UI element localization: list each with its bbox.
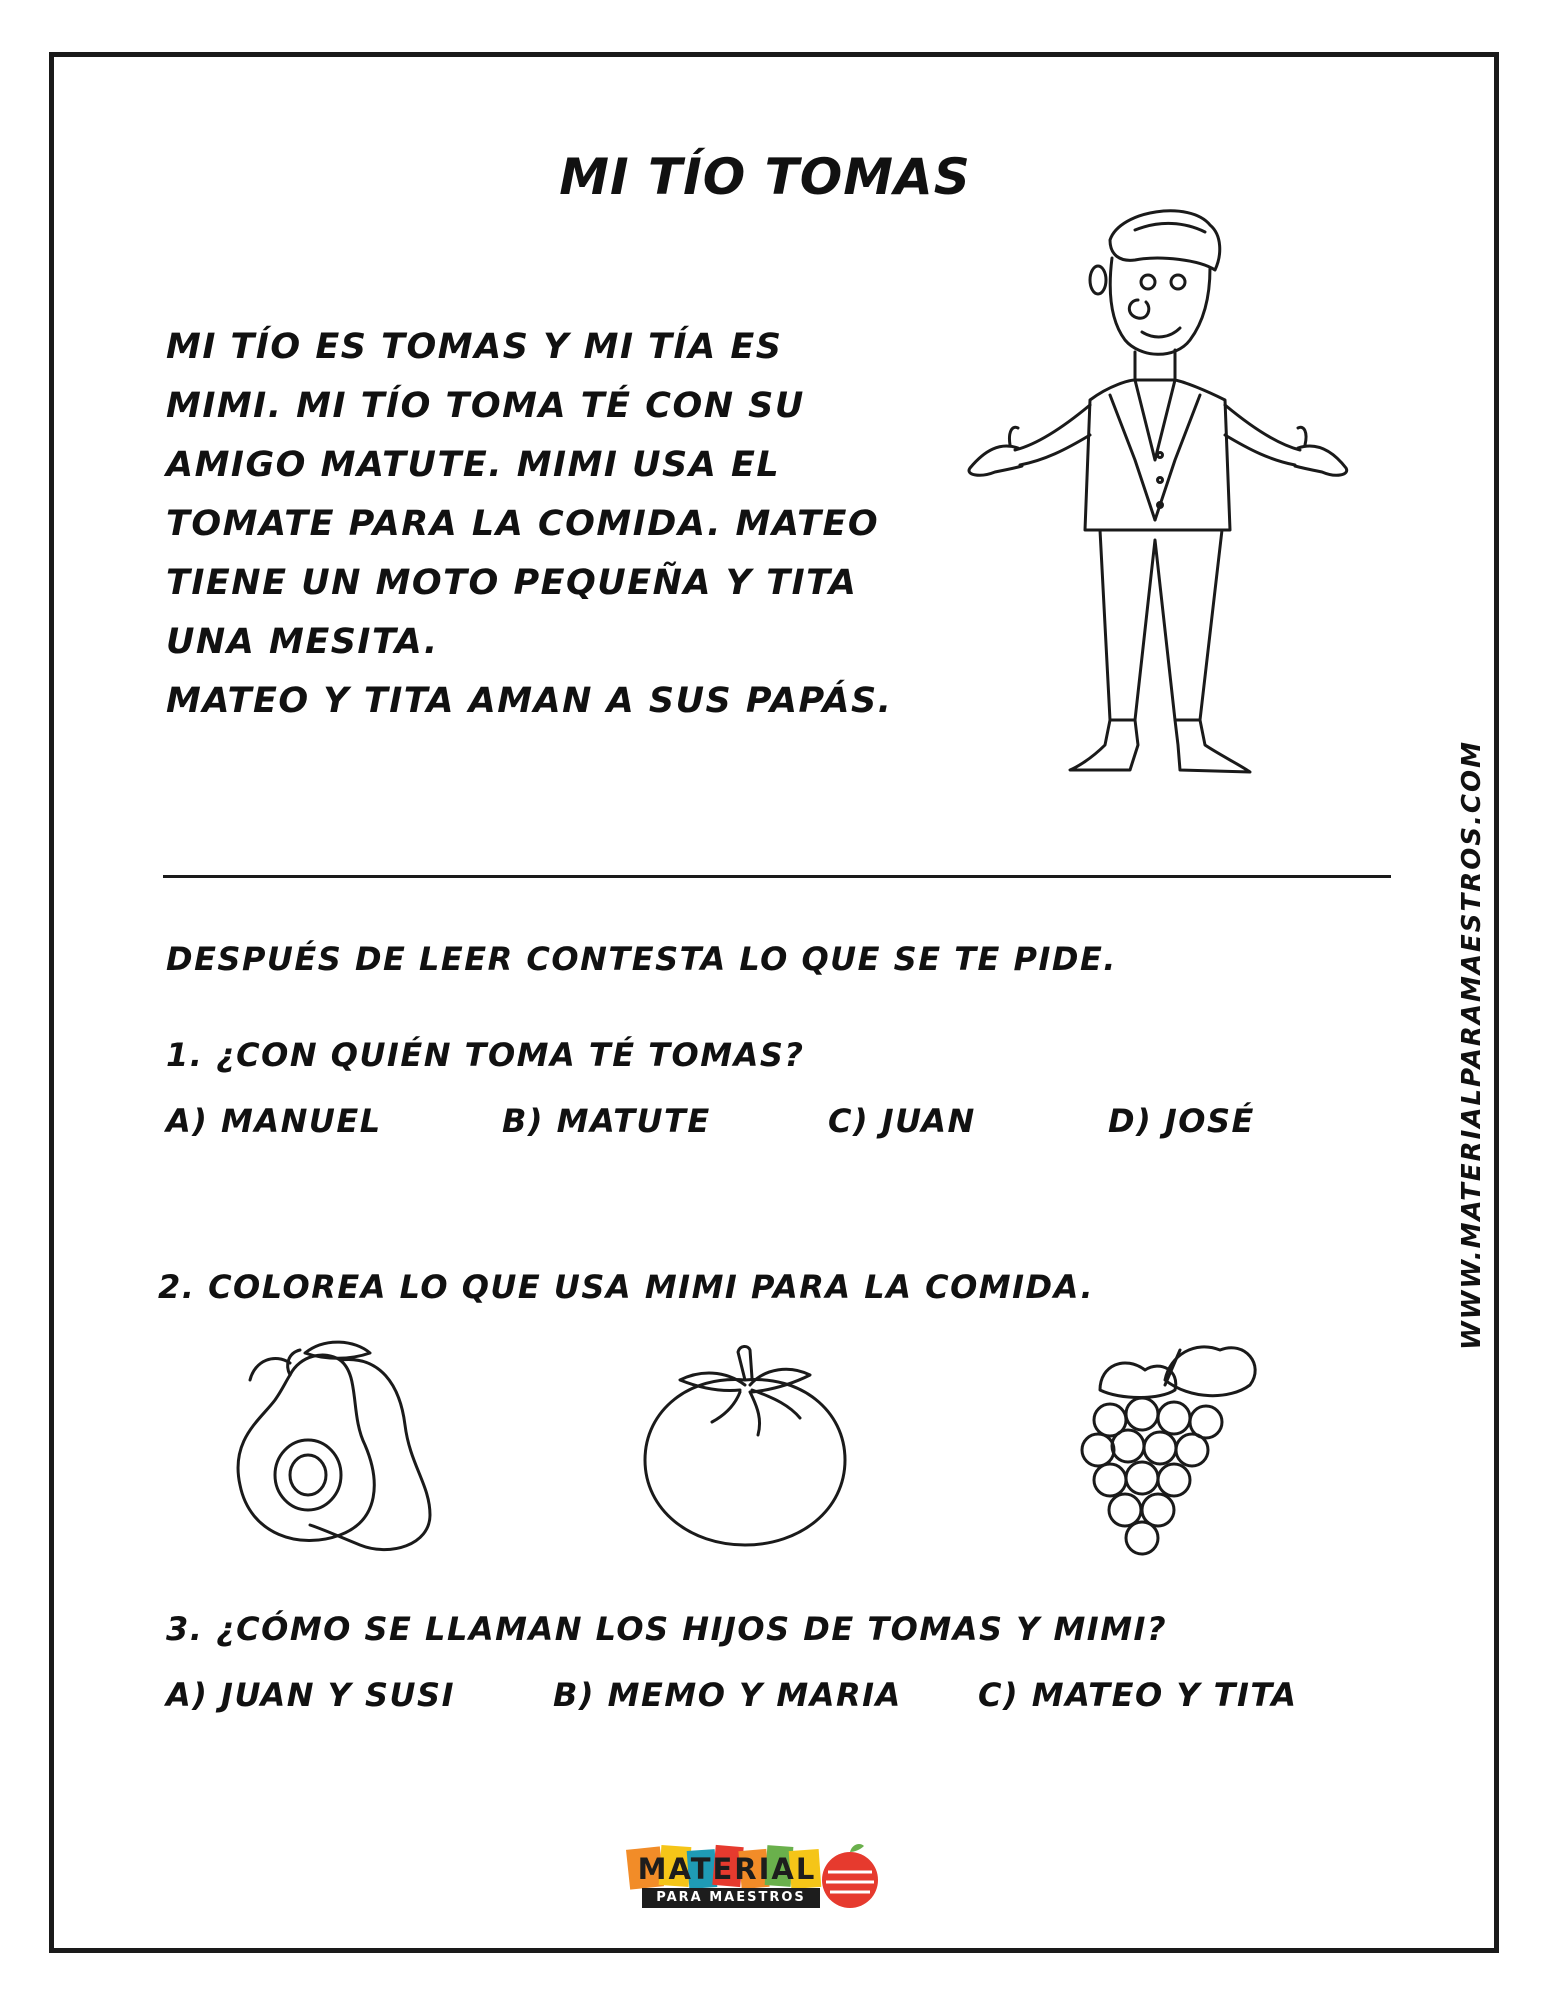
answer-option[interactable]: C) MATEO Y TITA [978, 1676, 1298, 1714]
question-2: 2. COLOREA LO QUE USA MIMI PARA LA COMIDA. [158, 1268, 1095, 1306]
story-text [166, 318, 893, 731]
section-divider [163, 875, 1391, 878]
avocado-icon[interactable] [230, 1335, 450, 1555]
answer-option[interactable]: B) MATUTE [502, 1102, 711, 1140]
logo-word: MATERIAL [637, 1852, 817, 1886]
story-line: MIMI. MI TÍO TOMA TÉ CON SU [166, 386, 805, 426]
instruction-text: DESPUÉS DE LEER CONTESTA LO QUE SE TE PIDE. [166, 940, 1117, 978]
story-line: MATEO Y TITA AMAN A SUS PAPÁS. [166, 681, 893, 721]
story-line: AMIGO MATUTE. MIMI USA EL [166, 445, 781, 485]
answer-option[interactable]: C) JUAN [828, 1102, 976, 1140]
uncle-tomas-illustration [960, 200, 1360, 800]
answer-option[interactable]: A) JUAN Y SUSI [166, 1676, 455, 1714]
question-1: 1. ¿CON QUIÉN TOMA TÉ TOMAS? [166, 1036, 805, 1074]
story-line: MI TÍO ES TOMAS Y MI TÍA ES [166, 327, 783, 367]
answer-option[interactable]: D) JOSÉ [1108, 1102, 1255, 1140]
grapes-icon[interactable] [1070, 1330, 1270, 1560]
website-url: WWW.MATERIALPARAMAESTROS.COM [1457, 740, 1487, 1350]
material-para-maestros-logo [628, 1842, 888, 1914]
story-line: UNA MESITA. [166, 622, 439, 662]
story-line: TOMATE PARA LA COMIDA. MATEO [166, 504, 880, 544]
logo-subtitle: PARA MAESTROS [656, 1890, 806, 1905]
page-title: MI TÍO TOMAS [559, 148, 971, 206]
tomato-icon[interactable] [640, 1340, 850, 1550]
answer-option[interactable]: B) MEMO Y MARIA [553, 1676, 902, 1714]
answer-option[interactable]: A) MANUEL [166, 1102, 382, 1140]
question-3: 3. ¿CÓMO SE LLAMAN LOS HIJOS DE TOMAS Y MIMI? [166, 1610, 1168, 1648]
story-line: TIENE UN MOTO PEQUEÑA Y TITA [166, 563, 858, 603]
